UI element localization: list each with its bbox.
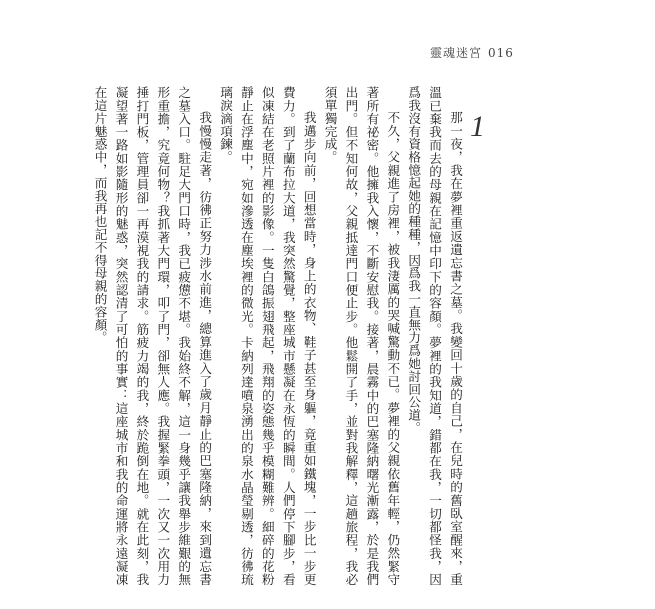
paragraph-2: 不久，父親進了房裡，被我淒厲的哭喊驚動不已。夢裡的父親依舊年輕，仍然緊守著所有祕密。他擁我入懷，不斷安慰我。接著，晨霧中的巴塞隆納曙光漸露，於是我們出門。但不知何故，父親抵達門口便止步。他鬆開了手，並對我解釋，這趟旅程，我必須單獨完成。 xyxy=(322,86,401,586)
book-title: 靈魂迷宮 xyxy=(430,46,483,60)
paragraph-1: 那一夜，我在夢裡重返遺忘書之墓。我變回十歲的自己，在兒時的舊臥室醒來，重溫已棄我而去的母親在記憶中印下的容顏。夢裡的我知道，錯都在我，一切都怪我，因爲我沒有資格憶起她的種種，因爲我一直無力爲她討回公道。 xyxy=(406,86,463,586)
body-text xyxy=(89,86,465,586)
chapter-number: 1 xyxy=(470,110,485,143)
paragraph-3: 我邁步向前，回想當時，身上的衣物、鞋子甚至身軀，竟重如鐵塊，一步比一步更費力。到了蘭布拉大道，我突然驚覺，整座城市懸凝在永恆的瞬間。人們停下腳步，看似凍結在老照片裡的影像。一隻白鴿振翅飛起，飛翔的姿態幾乎模糊難辨。細碎的花粉靜止在浮塵中，宛如滲透在塵埃裡的微光。卡納列達噴泉湧出的泉水晶瑩剔透，彷彿琉璃淚滴項鍊。 xyxy=(218,86,317,586)
running-head xyxy=(430,44,514,61)
paragraph-4: 我慢慢走著，彷彿正努力涉水前進，總算進入了歲月靜止的巴塞隆納，來到遺忘書之墓入口。駐足大門口時，我已疲憊不堪。我始終不解，這一身幾乎讓我舉步維艱的無形重擔，究竟何物？我抓著大門環，叩了門，卻無人應。我握緊拳頭，一次又一次用力捶打門板，管理員卻一再漠視我的請求。筋疲力竭的我，終於跪倒在地。就在此刻，我凝望著一路如影隨形的魅惑，突然認清了可怕的事實：這座城市和我的命運將永遠凝凍在這片魅惑中，而我再也記不得母親的容顏。 xyxy=(92,86,213,586)
page-number: 016 xyxy=(488,46,514,60)
